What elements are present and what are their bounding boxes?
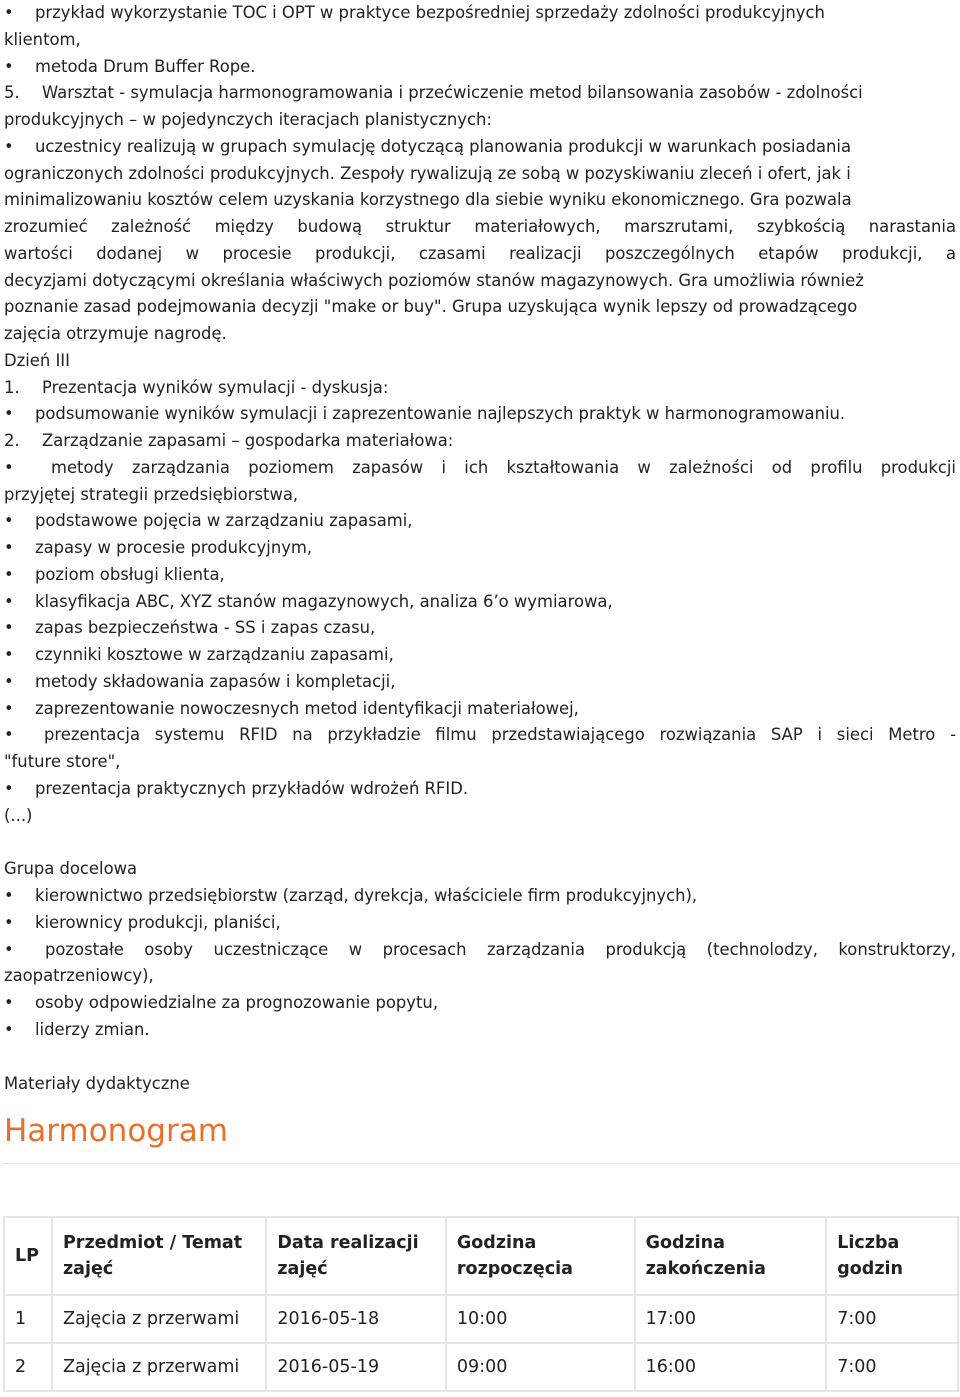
list-item: • metody zarządzania poziomem zapasów i ich kształtowania w zależności od profilu produkcji xyxy=(4,455,956,482)
schedule-heading: Harmonogram xyxy=(4,1113,228,1150)
bullet-icon: • xyxy=(4,645,14,664)
list-item: • kierownictwo przedsiębiorstw (zarząd, dyrekcja, właściciele firm produkcyjnych), xyxy=(4,883,956,910)
cell-subject: Zajęcia z przerwami xyxy=(52,1295,266,1343)
bullet-icon: • xyxy=(4,886,14,905)
day-heading: Dzień III xyxy=(4,350,70,370)
bullet-icon: • xyxy=(4,538,14,557)
list-item-continuation: "future store", xyxy=(4,752,121,771)
bullet-icon: • xyxy=(4,56,14,76)
list-item: • uczestnicy realizują w grupach symulację dotyczącą planowania produkcji w warunkach posiadania xyxy=(4,134,956,161)
cell-end: 16:00 xyxy=(635,1343,827,1391)
table-row xyxy=(4,1343,958,1391)
paragraph-line: wartości dodanej w procesie produkcji, czasami realizacji poszczególnych etapów produkcji, a xyxy=(4,243,956,263)
col-header-end: Godzina zakończenia xyxy=(635,1217,827,1295)
list-item-continuation: klientom, xyxy=(4,29,81,49)
bullet-icon: • xyxy=(4,725,14,745)
paragraph-line: zrozumieć zależność między budową struktur materiałowych, marszrutami, szybkością narastania xyxy=(4,217,956,236)
paragraph-line: ograniczonych zdolności produkcyjnych. Zespoły rywalizują ze sobą w pozyskiwaniu zleceń i ofert, jak i xyxy=(4,163,851,183)
section-heading-materials: Materiały dydaktyczne xyxy=(4,1073,190,1093)
numbered-item: 1. Prezentacja wyników symulacji - dyskusja: xyxy=(4,377,389,397)
col-header-date: Data realizacji zajęć xyxy=(266,1217,446,1295)
cell-date: 2016-05-18 xyxy=(266,1295,446,1343)
bullet-icon: • xyxy=(4,457,14,477)
divider xyxy=(4,1163,960,1164)
ellipsis: (...) xyxy=(4,805,33,825)
list-item-continuation: przyjętej strategii przedsiębiorstwa, xyxy=(4,484,299,504)
paragraph-line: poznanie zasad podejmowania decyzji "make or buy". Grupa uzyskująca wynik lepszy od prowadzącego xyxy=(4,297,858,317)
bullet-icon: • xyxy=(4,698,14,718)
list-item: • liderzy zmian. xyxy=(4,1017,956,1044)
list-item: • zapasy w procesie produkcyjnym, xyxy=(4,535,956,562)
bullet-icon: • xyxy=(4,404,14,424)
list-item: • przykład wykorzystanie TOC i OPT w praktyce bezpośredniej sprzedaży zdolności produkcyjnych xyxy=(4,0,956,27)
paragraph-line: decyzjami dotyczącymi określania właściwych poziomów stanów magazynowych. Gra umożliwia również xyxy=(4,270,864,290)
paragraph-line: minimalizowaniu kosztów celem uzyskania korzystnego dla siebie wyniku ekonomicznego. Gra pozwala xyxy=(4,190,852,210)
cell-hours: 7:00 xyxy=(826,1343,958,1391)
section-heading-target-group: Grupa docelowa xyxy=(4,859,138,879)
numbered-item-continuation: produkcyjnych – w pojedynczych iteracjach planistycznych: xyxy=(4,110,492,129)
bullet-icon: • xyxy=(4,618,14,638)
paragraph-line: zajęcia otrzymuje nagrodę. xyxy=(4,324,227,343)
list-item: • kierownicy produkcji, planiści, xyxy=(4,910,956,937)
list-item: • zapas bezpieczeństwa - SS i zapas czasu, xyxy=(4,615,956,642)
list-item: • poziom obsługi klienta, xyxy=(4,562,956,589)
cell-start: 09:00 xyxy=(446,1343,635,1391)
cell-end: 17:00 xyxy=(635,1295,827,1343)
list-item: • zaprezentowanie nowoczesnych metod identyfikacji materiałowej, xyxy=(4,696,956,723)
bullet-icon: • xyxy=(4,778,14,798)
bullet-icon: • xyxy=(4,1019,14,1039)
bullet-icon: • xyxy=(4,511,14,531)
table-header-row xyxy=(4,1217,958,1295)
list-item: • podstawowe pojęcia w zarządzaniu zapasami, xyxy=(4,508,956,535)
document-content xyxy=(4,0,956,1164)
bullet-icon: • xyxy=(4,136,14,156)
cell-subject: Zajęcia z przerwami xyxy=(52,1343,266,1391)
col-header-lp: LP xyxy=(4,1217,52,1295)
cell-date: 2016-05-19 xyxy=(266,1343,446,1391)
bullet-icon: • xyxy=(4,591,14,611)
numbered-item: 5. Warsztat - symulacja harmonogramowania i przećwiczenie metod bilansowania zasobów - zdolności xyxy=(4,83,863,103)
list-item-continuation: zaopatrzeniowcy), xyxy=(4,966,154,986)
cell-lp: 2 xyxy=(4,1343,52,1391)
list-item: • pozostałe osoby uczestniczące w procesach zarządzania produkcją (technolodzy, konstruktorzy, xyxy=(4,937,956,964)
numbered-item: 2. Zarządzanie zapasami – gospodarka materiałowa: xyxy=(4,431,454,450)
list-item: • prezentacja systemu RFID na przykładzie filmu przedstawiającego rozwiązania SAP i sieci Metro - xyxy=(4,722,956,749)
cell-lp: 1 xyxy=(4,1295,52,1343)
list-item: • osoby odpowiedzialne za prognozowanie popytu, xyxy=(4,990,956,1017)
table-row xyxy=(4,1295,958,1343)
list-item: • podsumowanie wyników symulacji i zaprezentowanie najlepszych praktyk w harmonogramowaniu. xyxy=(4,401,956,428)
list-item: • czynniki kosztowe w zarządzaniu zapasami, xyxy=(4,642,956,669)
list-item: • prezentacja praktycznych przykładów wdrożeń RFID. xyxy=(4,776,956,803)
schedule-table xyxy=(3,1216,959,1392)
bullet-icon: • xyxy=(4,912,14,932)
list-item: • klasyfikacja ABC, XYZ stanów magazynowych, analiza 6’o wymiarowa, xyxy=(4,589,956,616)
bullet-icon: • xyxy=(4,564,14,584)
bullet-icon: • xyxy=(4,993,14,1012)
col-header-hours: Liczba godzin xyxy=(826,1217,958,1295)
list-item: • metody składowania zapasów i kompletacji, xyxy=(4,669,956,696)
col-header-subject: Przedmiot / Temat zajęć xyxy=(52,1217,266,1295)
bullet-icon: • xyxy=(4,671,14,691)
list-item: • metoda Drum Buffer Rope. xyxy=(4,54,956,81)
bullet-icon: • xyxy=(4,939,14,959)
cell-start: 10:00 xyxy=(446,1295,635,1343)
cell-hours: 7:00 xyxy=(826,1295,958,1343)
bullet-icon: • xyxy=(4,3,14,22)
col-header-start: Godzina rozpoczęcia xyxy=(446,1217,635,1295)
